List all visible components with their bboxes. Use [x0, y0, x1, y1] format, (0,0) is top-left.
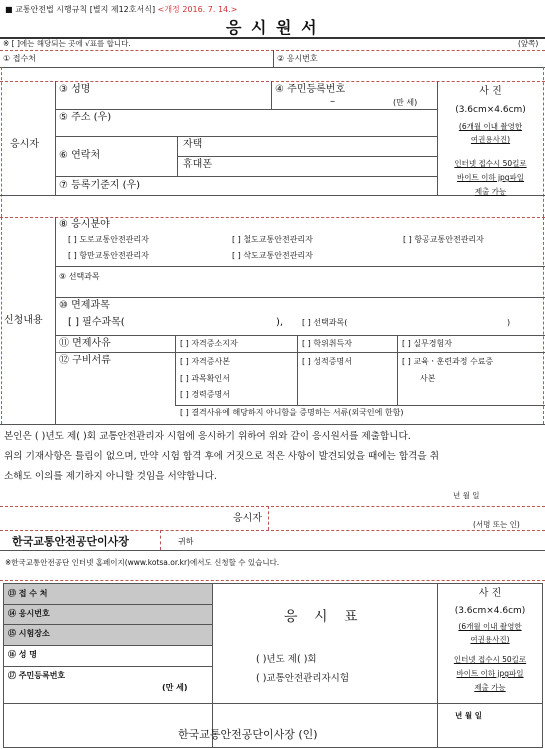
amendment-date: <개정 2016. 7. 14.> [157, 5, 238, 14]
required-subject-close: ), [276, 317, 284, 328]
ticket-date: 년 월 일 [455, 711, 482, 720]
exam-field-label: ⑧ 응시분야 [59, 219, 110, 230]
doc-subject-confirm[interactable]: [ ] 과목확인서 [180, 374, 230, 383]
doc-transcript[interactable]: [ ] 성적증명서 [302, 357, 352, 366]
name-label: ③ 성명 [59, 84, 91, 95]
mobile-phone-label: 휴대폰 [183, 159, 212, 170]
rule-reference: ■ 교통안전법 시행규칙 [별지 제12호서식] <개정 2016. 7. 14.> [5, 5, 238, 14]
top-rule [0, 37, 545, 39]
application-section-label: 신청내용 [4, 315, 43, 326]
signer-label: 응시자 [233, 513, 262, 524]
rrn-separator: – [330, 96, 335, 107]
exempt-reason-label: ⑪ 면제사유 [59, 338, 111, 349]
exempt-subject-label: ⑩ 면제과목 [59, 300, 110, 311]
declaration-line-3: 소해도 이의를 제기하지 아니할 것임을 서약합니다. [4, 471, 217, 482]
ticket-exam-name: ( )교통안전관리자시험 [256, 673, 350, 684]
doc-license-copy[interactable]: [ ] 자격증사본 [180, 357, 230, 366]
recipient-honorific: 귀하 [178, 537, 194, 546]
declaration-line-2: 위의 기재사항은 틀림이 없으며, 만약 시험 합격 후에 거짓으로 적은 사항이 발견되었을 때에는 합격을 취 [4, 451, 439, 462]
ticket-exam-number-label: ⑭ 응시번호 [8, 609, 50, 618]
photo-placeholder: 사 진 (3.6cm×4.6cm) (6개월 이내 촬영한 여권용사진) 인터넷 접수시 50킬로 바이트 이하 jpg파일 제출 가능 [454, 86, 527, 197]
elective-subject-label: ⑨ 선택과목 [59, 272, 100, 281]
ticket-title: 응 시 표 [284, 609, 364, 625]
declaration-line-1: 본인은 ( )년도 제( )회 교통안전관리자 시험에 응시하기 위하여 위와 같이 응시원서를 제출합니다. [4, 431, 411, 442]
ticket-receipt-label: ⑬ 접 수 처 [8, 589, 48, 598]
address-label: ⑤ 주소 (우) [59, 112, 112, 123]
ticket-year-round: ( )년도 제( )회 [256, 654, 317, 665]
doc-training-cert[interactable]: [ ] 교육ㆍ훈련과정 수료증 [402, 357, 494, 366]
field-port[interactable]: [ ] 항만교통안전관리자 [68, 251, 149, 260]
reason-degree[interactable]: [ ] 학위취득자 [302, 339, 352, 348]
check-note: ※ [ ]에는 해당되는 곳에 √표를 합니다. [3, 39, 131, 48]
documents-label: ⑫ 구비서류 [59, 355, 111, 366]
registered-address-label: ⑦ 등록기준지 (우) [59, 180, 141, 191]
field-air[interactable]: [ ] 항공교통안전관리자 [403, 235, 484, 244]
recipient: 한국교통안전공단이사장 [12, 535, 129, 548]
age-field: (만 세) [393, 98, 418, 107]
rrn-label: ④ 주민등록번호 [275, 84, 346, 95]
signature-note: (서명 또는 인) [473, 520, 520, 529]
form-title: 응 시 원 서 [226, 18, 319, 37]
doc-disqualification-proof[interactable]: [ ] 결격사유에 해당하지 아니함을 증명하는 서류(외국인에 한함) [180, 408, 404, 417]
declaration-date: 년 월 일 [453, 491, 480, 500]
front-side-label: (앞쪽) [518, 39, 539, 48]
reason-experience[interactable]: [ ] 실무경험자 [402, 339, 452, 348]
ticket-rrn-label: ⑰ 주민등록번호 [8, 671, 66, 680]
reason-license[interactable]: [ ] 자격증소지자 [180, 339, 238, 348]
online-application-note: ※한국교통안전공단 인터넷 홈페이지(www.kotsa.or.kr)에서도 신청할 수 있습니다. [5, 558, 280, 567]
receipt-office-label: ① 접수처 [3, 54, 36, 63]
ticket-photo-placeholder: 사 진 (3.6cm×4.6cm) (6개월 이내 촬영한 여권용사진) 인터넷 접수시 50킬로 바이트 이하 jpg파일 제출 가능 [453, 588, 527, 693]
ticket-issuer: 한국교통안전공단이사장 (인) [178, 728, 318, 741]
required-subject-option[interactable]: [ ] 필수과목( [68, 317, 125, 328]
ticket-name-label: ⑯ 성 명 [8, 650, 38, 659]
doc-training-cert-copy: 사본 [420, 374, 436, 383]
contact-label: ⑥ 연락처 [59, 150, 101, 161]
exam-number-label: ② 응시번호 [277, 54, 318, 63]
field-rail[interactable]: [ ] 철도교통안전관리자 [232, 235, 313, 244]
elective-subject-close: ) [507, 318, 511, 327]
ticket-age-field: (만 세) [162, 683, 188, 692]
doc-career-cert[interactable]: [ ] 경력증명서 [180, 390, 230, 399]
elective-subject-option[interactable]: [ ] 선택과목( [302, 318, 348, 327]
ticket-venue-label: ⑮ 시험장소 [8, 629, 50, 638]
field-cableway[interactable]: [ ] 삭도교통안전관리자 [232, 251, 313, 260]
home-phone-label: 자택 [183, 139, 203, 150]
field-road[interactable]: [ ] 도로교통안전관리자 [68, 235, 149, 244]
applicant-section-label: 응시자 [10, 139, 39, 150]
